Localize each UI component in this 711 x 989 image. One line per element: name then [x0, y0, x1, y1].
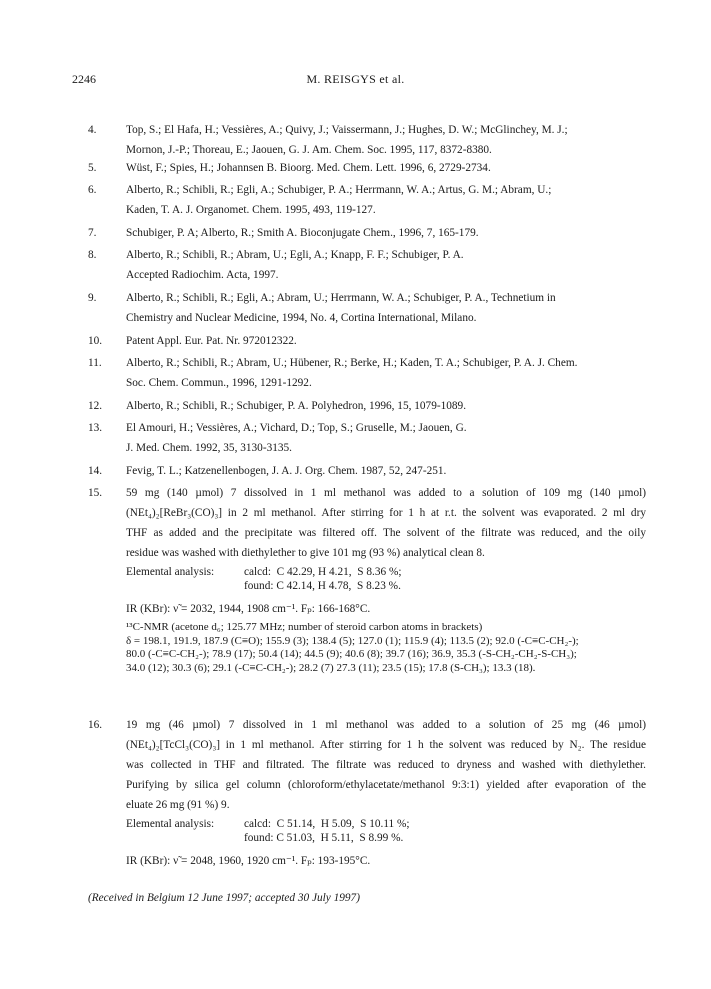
elemental-found: found: C 42.14, H 4.78, S 8.23 %. [244, 580, 401, 592]
elemental-found: found: C 51.03, H 5.11, S 8.99 %. [244, 832, 404, 844]
reference-line: J. Med. Chem. 1992, 35, 3130-3135. [126, 442, 292, 454]
reference-line: Chemistry and Nuclear Medicine, 1994, No. 4, Cortina International, Milano. [126, 312, 477, 324]
running-title: M. REISGYS et al. [306, 72, 405, 86]
experimental-line: residue was washed with diethylether to give 101 mg (93 %) analytical clean 8. [126, 547, 485, 559]
elemental-analysis [126, 817, 646, 845]
experimental-line: (NEt₄)₂[ReBr₃(CO)₃] in 2 ml methanol. After stirring for 1 h at r.t. the solvent was evaporated. 2 ml dry [126, 507, 646, 519]
experimental-line: was collected in THF and filtrated. The filtrate was reduced to dryness and washed with diethylether. [126, 759, 646, 771]
reference-line: Fevig, T. L.; Katzenellenbogen, J. A. J. Org. Chem. 1987, 52, 247-251. [126, 465, 447, 477]
ir-data: IR (KBr): ν̃ = 2032, 1944, 1908 cm⁻¹. Fₚ: 166-168°C. [126, 603, 371, 615]
reference-line: Accepted Radiochim. Acta, 1997. [126, 269, 279, 281]
reference-line: Top, S.; El Hafa, H.; Vessières, A.; Quivy, J.; Vaissermann, J.; Hughes, D. W.; McGlinchey, M. J.; [126, 124, 568, 136]
reference-line: El Amouri, H.; Vessières, A.; Vichard, D.; Top, S.; Gruselle, M.; Jaouen, G. [126, 422, 467, 434]
received-note: (Received in Belgium 12 June 1997; accepted 30 July 1997) [88, 892, 360, 904]
experimental-line: Purifying by silica gel column (chloroform/ethylacetate/methanol 9:3:1) yielded after evaporation of the [126, 779, 646, 791]
experimental-line: 59 mg (140 µmol) 7 dissolved in 1 ml methanol was added to a solution of 109 mg (140 µmol) [126, 487, 646, 499]
elemental-calcd: calcd: C 42.29, H 4.21, S 8.36 %; [244, 566, 402, 578]
nmr-line: δ = 198.1, 191.9, 187.9 (C≡O); 155.9 (3); 138.4 (5); 127.0 (1); 115.9 (4); 113.5 (2); 92.0 (-C≡C-CH₂-); [126, 634, 579, 647]
nmr-line: ¹³C-NMR (acetone d₆; 125.77 MHz; number of steroid carbon atoms in brackets) [126, 621, 483, 633]
page-number: 2246 [72, 72, 96, 86]
nmr-data [126, 621, 646, 675]
experimental-line: eluate 26 mg (91 %) 9. [126, 799, 230, 811]
reference-line: Alberto, R.; Schibli, R.; Schubiger, P. A. Polyhedron, 1996, 15, 1079-1089. [126, 400, 467, 412]
experimental-line: 19 mg (46 µmol) 7 dissolved in 1 ml methanol was added to a solution of 25 mg (46 µmol) [126, 719, 646, 731]
reference-line: Alberto, R.; Schibli, R.; Egli, A.; Abram, U.; Herrmann, W. A.; Schubiger, P. A., Technetium in [126, 292, 556, 304]
experimental-line: (NEt₄)₂[TcCl₃(CO)₃] in 1 ml methanol. After stirring for 1 h the solvent was reduced by N₂. The residue [126, 739, 646, 751]
reference-line: Mornon, J.-P.; Thoreau, E.; Jaouen, G. J. Am. Chem. Soc. 1995, 117, 8372-8380. [126, 144, 492, 156]
ir-data: IR (KBr): ν̃ = 2048, 1960, 1920 cm⁻¹. Fₚ: 193-195°C. [126, 855, 371, 867]
page-header [0, 72, 711, 88]
experimental-line: THF as added and the precipitate was filtered off. The solvent of the filtrate was reduced, and the oily [126, 527, 646, 539]
reference-line: Alberto, R.; Schibli, R.; Egli, A.; Schubiger, P. A.; Herrmann, W. A.; Artus, G. M.; Abram, U.; [126, 184, 552, 196]
reference-line: Wüst, F.; Spies, H.; Johannsen B. Bioorg. Med. Chem. Lett. 1996, 6, 2729-2734. [126, 162, 491, 174]
reference-line: Alberto, R.; Schibli, R.; Abram, U.; Egli, A.; Knapp, F. F.; Schubiger, P. A. [126, 249, 464, 261]
reference-line: Kaden, T. A. J. Organomet. Chem. 1995, 493, 119-127. [126, 204, 376, 216]
elemental-analysis-label: Elemental analysis: [126, 566, 215, 578]
elemental-analysis [126, 565, 646, 593]
elemental-calcd: calcd: C 51.14, H 5.09, S 10.11 %; [244, 818, 410, 830]
reference-line: Soc. Chem. Commun., 1996, 1291-1292. [126, 377, 312, 389]
reference-line: Schubiger, P. A; Alberto, R.; Smith A. Bioconjugate Chem., 1996, 7, 165-179. [126, 227, 479, 239]
elemental-analysis-label: Elemental analysis: [126, 818, 215, 830]
reference-line: Alberto, R.; Schibli, R.; Abram, U.; Hübener, R.; Berke, H.; Kaden, T. A.; Schubiger, P. A. J. Chem. [126, 357, 578, 369]
nmr-line: 34.0 (12); 30.3 (6); 29.1 (-C≡C-CH₂-); 28.2 (7) 27.3 (11); 23.5 (15); 17.8 (S-CH₃); 13.3 (18). [126, 661, 536, 674]
nmr-line: 80.0 (-C≡C-CH₂-); 78.9 (17); 50.4 (14); 44.5 (9); 40.6 (8); 39.7 (16); 36.9, 35.3 (-S-CH₂-CH₂-S-CH₃); [126, 648, 577, 660]
reference-line: Patent Appl. Eur. Pat. Nr. 972012322. [126, 335, 297, 347]
